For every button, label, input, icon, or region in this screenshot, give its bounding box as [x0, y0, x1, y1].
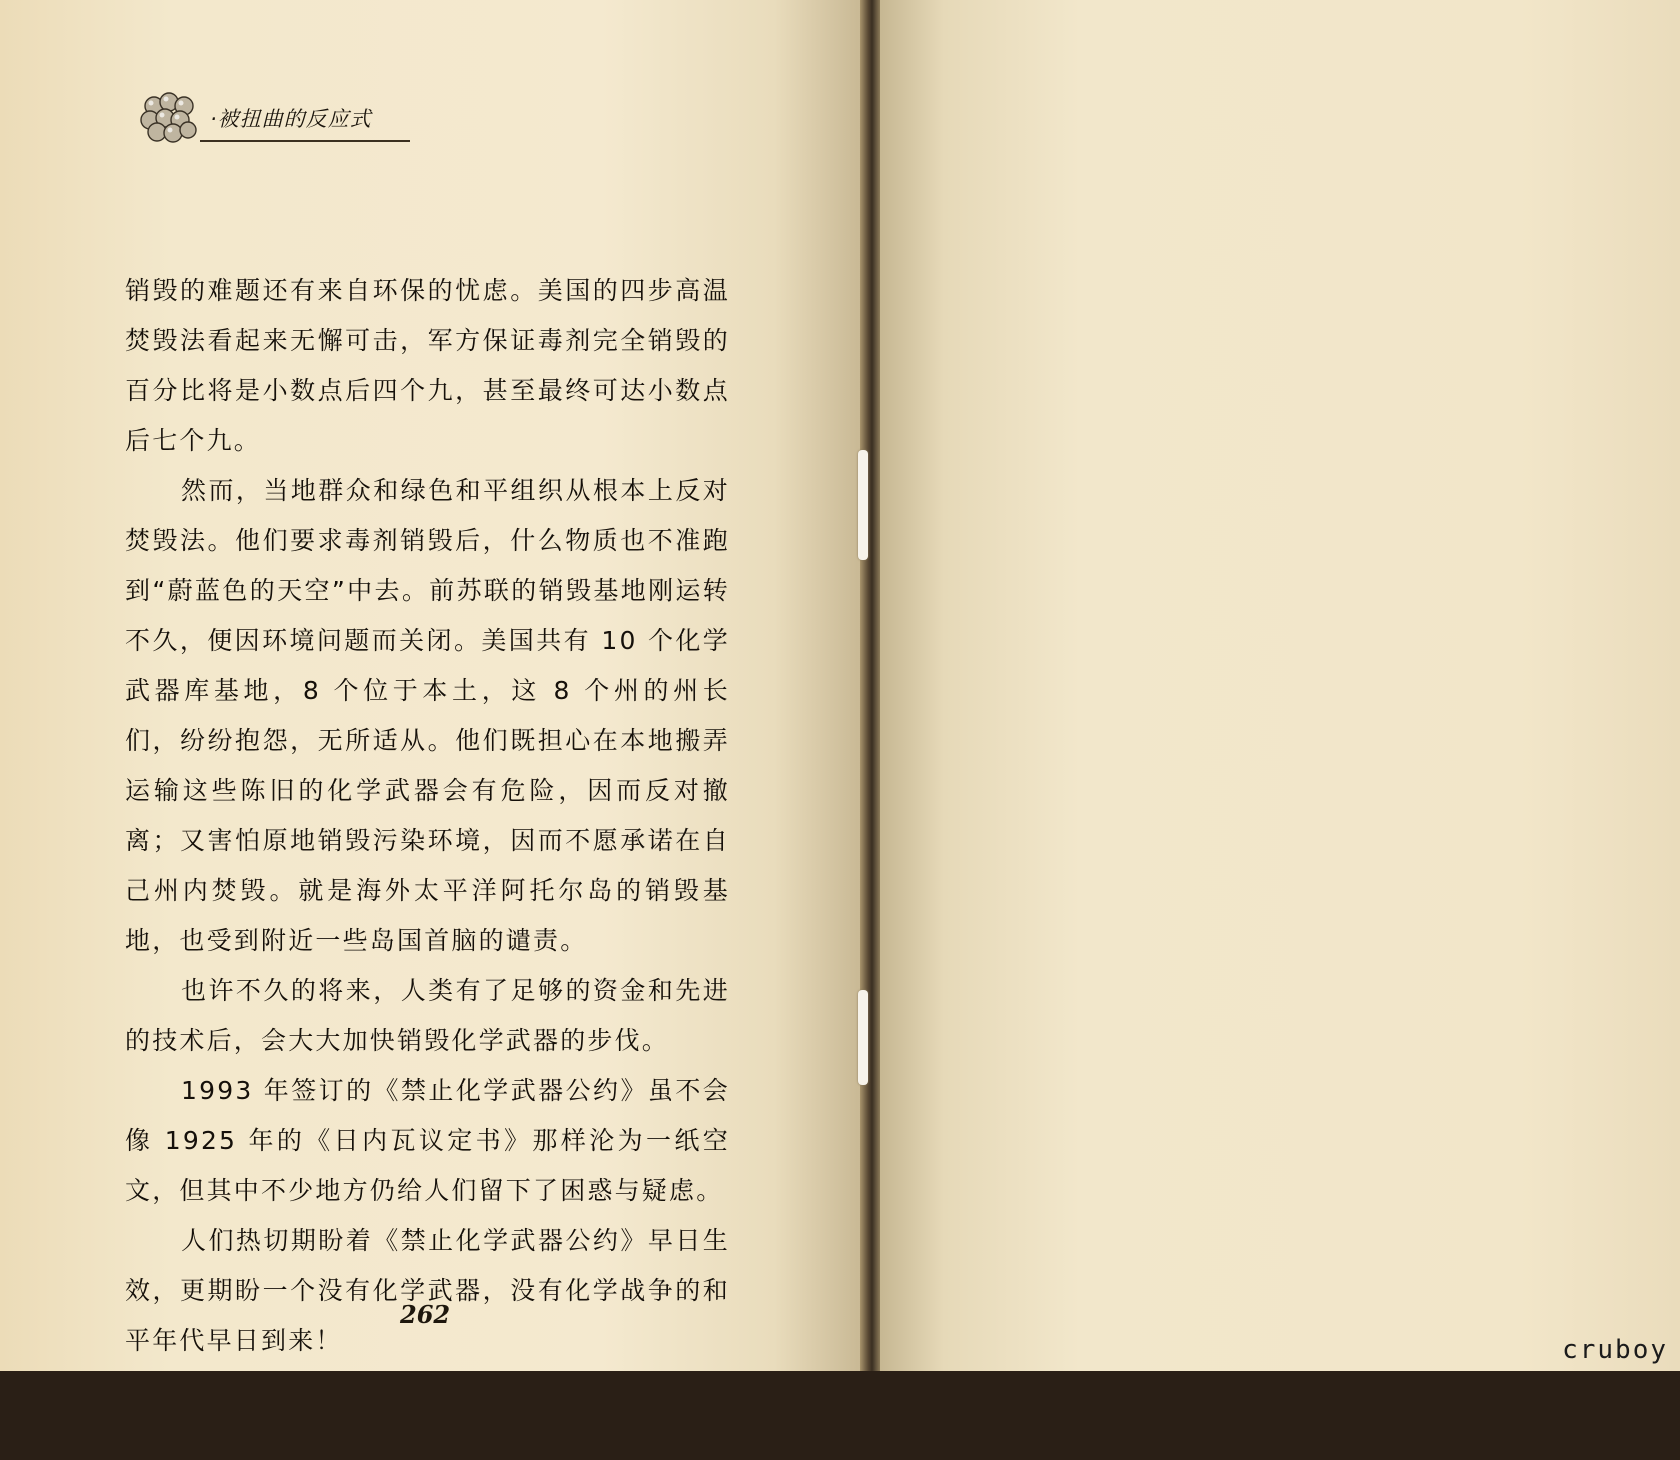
left-page-header [140, 88, 372, 148]
paragraph: 也许不久的将来，人类有了足够的资金和先进的技术后，会大大加快销毁化学武器的步伐。 [125, 976, 730, 1055]
paragraph: 然而，当地群众和绿色和平组织从根本上反对焚毁法。他们要求毒剂销毁后，什么物质也不准跑到“蔚蓝色的天空”中去。前苏联的销毁基地刚运转不久，便因环境问题而关闭。美国共有 10 个化学武器库基地，8 个位于本土，这 8 个州的州长们，纷纷抱怨，无所适从。他们既担心在本地搬弄运输这些陈旧的化学武器会有危险，因而反对撤离；又害怕原地销毁污染环境，因而不愿承诺在自己州内焚毁。就是海外太平洋阿托尔岛的销毁基地，也受到附近一些岛国首脑的谴责。 [125, 476, 730, 955]
paragraph: 销毁的难题还有来自环保的忧虑。美国的四步高温焚毁法看起来无懈可击，军方保证毒剂完全销毁的百分比将是小数点后四个九，甚至最终可达小数点后七个九。 [125, 276, 730, 455]
paragraph: 1993 年签订的《禁止化学武器公约》虽不会像 1925 年的《日内瓦议定书》那样沦为一纸空文，但其中不少地方仍给人们留下了困惑与疑虑。 [125, 1076, 730, 1205]
header-rule [200, 140, 410, 142]
book-gutter [860, 0, 880, 1371]
left-page [0, 0, 860, 1371]
running-title: ·被扭曲的反应式 [210, 107, 372, 131]
binding-staple [858, 990, 868, 1085]
molecule-icon [140, 92, 198, 144]
watermark: cruboy [1562, 1335, 1668, 1365]
paragraph: 人们热切期盼着《禁止化学武器公约》早日生效，更期盼一个没有化学武器，没有化学战争的和平年代早日到来！ [125, 1226, 730, 1355]
left-page-body [125, 266, 730, 1366]
binding-staple [858, 450, 868, 560]
page-number-left: 262 [400, 1300, 451, 1329]
right-page [880, 0, 1680, 1371]
